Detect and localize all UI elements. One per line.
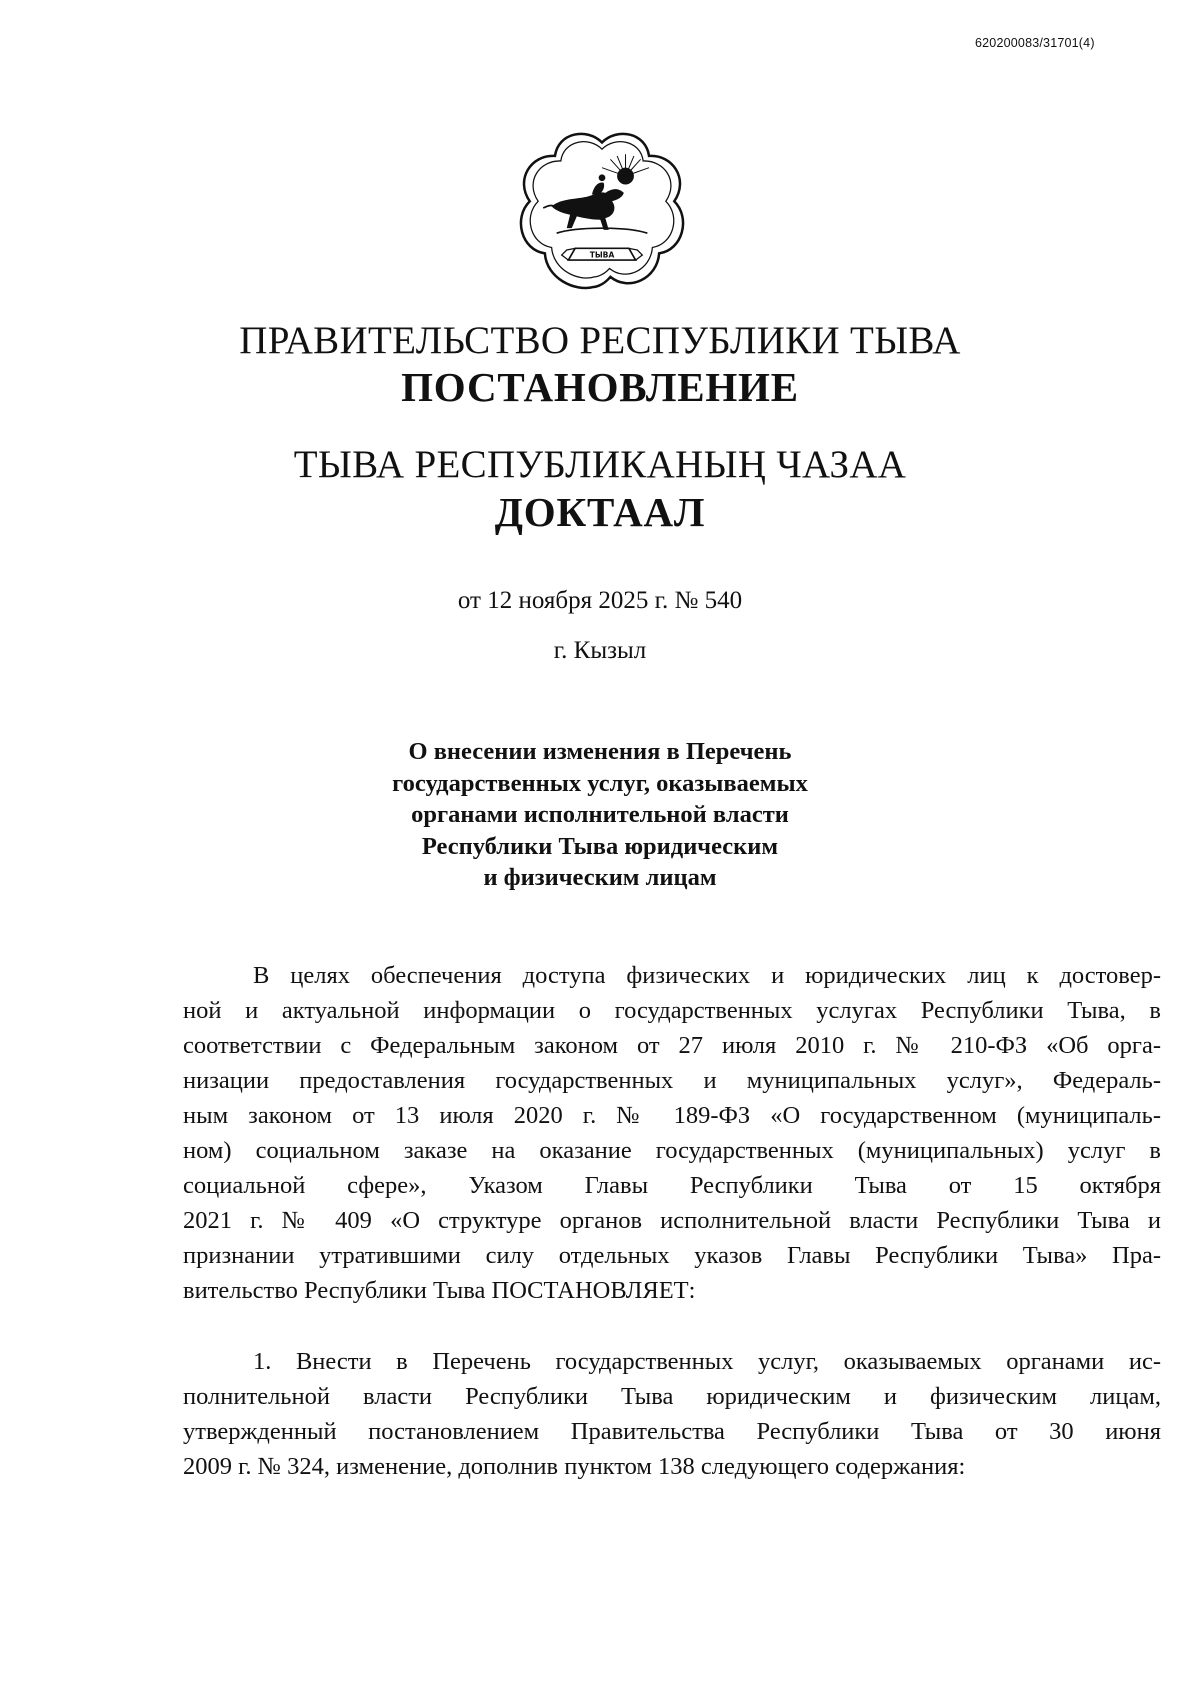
paragraph-line: ной и актуальной информации о государственных услугах Республики Тыва, в [183,997,1161,1024]
emblem-ribbon-text: ТЫВА [589,250,615,260]
government-name-ru: ПРАВИТЕЛЬСТВО РЕСПУБЛИКИ ТЫВА [239,319,961,362]
preamble-paragraph [183,958,1161,1308]
paragraph-line: низации предоставления государственных и муниципальных услуг», Федераль- [183,1067,1161,1094]
paragraph-line: ным законом от 13 июля 2020 г. № 189-ФЗ «О государственном (муниципаль- [183,1102,1161,1129]
paragraph-line: утвержденный постановлением Правительства Республики Тыва от 30 июня [183,1418,1161,1445]
paragraph-line: вительство Республики Тыва ПОСТАНОВЛЯЕТ: [183,1277,696,1304]
paragraph-line: полнительной власти Республики Тыва юридическим и физическим лицам, [183,1383,1161,1410]
decree-subject-title [330,736,870,894]
clause-1-paragraph [183,1344,1161,1484]
paragraph-line: признании утратившими силу отдельных указов Главы Республики Тыва» Пра- [183,1242,1161,1269]
title-line: государственных услуг, оказываемых [392,769,808,797]
title-line: О внесении изменения в Перечень [408,738,792,765]
title-line: органами исполнительной власти [411,801,789,828]
decree-city: г. Кызыл [553,637,647,664]
paragraph-line: ном) социальном заказе на оказание государственных (муниципальных) услуг в [183,1137,1161,1164]
paragraph-line: соответствии с Федеральным законом от 27 июля 2010 г. № 210-ФЗ «Об орга- [183,1032,1161,1059]
paragraph-line: 2021 г. № 409 «О структуре органов исполнительной власти Республики Тыва и [183,1207,1161,1234]
title-line: и физическим лицам [483,864,717,891]
paragraph-line: В целях обеспечения доступа физических и юридических лиц к достовер- [253,962,1161,989]
decree-date-number: от 12 ноября 2025 г. № 540 [457,587,743,614]
paragraph-line: 2009 г. № 324, изменение, дополнив пунктом 138 следующего содержания: [183,1453,966,1480]
tyva-emblem-icon [518,124,686,292]
decree-title-ru: ПОСТАНОВЛЕНИЕ [401,364,799,410]
decree-title-tv: ДОКТААЛ [494,489,706,535]
paragraph-line: 1. Внести в Перечень государственных услуг, оказываемых органами ис- [253,1348,1161,1375]
paragraph-line: социальной сфере», Указом Главы Республики Тыва от 15 октября [183,1172,1161,1199]
government-name-tv: ТЫВА РЕСПУБЛИКАНЫҢ ЧАЗАА [293,443,907,486]
title-line: Республики Тыва юридическим [421,832,779,860]
document-id: 620200083/31701(4) [975,36,1095,50]
